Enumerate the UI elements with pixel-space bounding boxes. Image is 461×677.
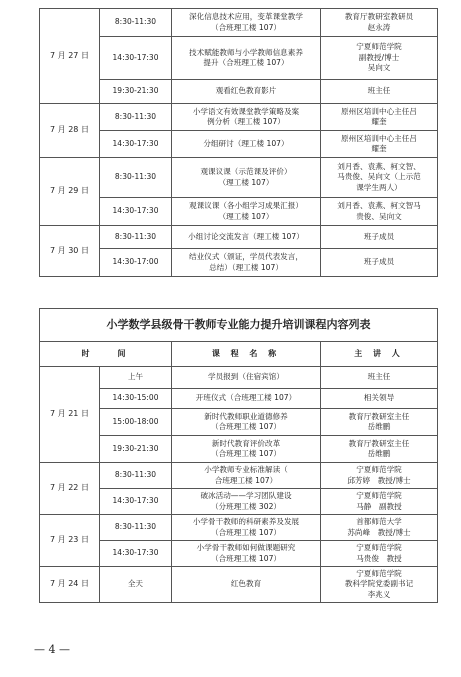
course-cell: 小学语文有效课堂教学策略及案 例分析（理工楼 107）	[172, 104, 321, 131]
table-row	[40, 389, 438, 409]
table-row	[40, 367, 438, 389]
course-cell: 观看红色教育影片	[172, 80, 321, 104]
speaker-cell: 原州区培训中心主任吕 耀奎	[321, 131, 438, 158]
course-cell: 小学骨干教师的科研素养及发展 （合班理工楼 107）	[172, 515, 321, 541]
table-row	[40, 9, 438, 37]
time-cell: 8:30-11:30	[100, 515, 172, 541]
schedule-table-top	[39, 8, 438, 277]
course-cell: 深化信息技术应用，变革课堂教学 （合班理工楼 107）	[172, 9, 321, 37]
speaker-cell: 刘月香、袁燕、柯文智、 马贵俊、吴向文（上示范 课学生两人）	[321, 158, 438, 198]
time-cell: 14:30-17:30	[100, 198, 172, 226]
time-cell: 8:30-11:30	[100, 9, 172, 37]
table-row	[40, 80, 438, 104]
time-cell: 14:30-15:00	[100, 389, 172, 409]
table-row	[40, 104, 438, 131]
date-cell: 7 月 30 日	[40, 226, 100, 277]
course-cell: 小组讨论交流发言（理工楼 107）	[172, 226, 321, 249]
time-cell: 19:30-21:30	[100, 436, 172, 463]
date-cell: 7 月 21 日	[40, 367, 100, 463]
table-title-row	[40, 309, 438, 342]
course-cell: 红色教育	[172, 567, 321, 603]
course-cell: 破冰活动——学习团队建设 （分班理工楼 302）	[172, 489, 321, 515]
table-row	[40, 198, 438, 226]
table-row	[40, 436, 438, 463]
course-cell: 技术赋能教师与小学教师信息素养 提升（合班理工楼 107）	[172, 37, 321, 80]
speaker-cell: 教育厅教研室主任 岳维鹏	[321, 436, 438, 463]
speaker-cell: 相关领导	[321, 389, 438, 409]
speaker-cell: 宁夏师范学院 副教授/博士 吴向文	[321, 37, 438, 80]
time-cell: 全天	[100, 567, 172, 603]
course-cell: 新时代教师职业道德修养 （合班理工楼 107）	[172, 409, 321, 436]
table-header-row	[40, 342, 438, 367]
course-cell: 开班仪式（合班理工楼 107）	[172, 389, 321, 409]
table-row	[40, 541, 438, 567]
speaker-cell: 宁夏师范学院 教科学院党委副书记 李兆义	[321, 567, 438, 603]
table-row	[40, 463, 438, 489]
speaker-cell: 教育厅教研室教研员 赵永涛	[321, 9, 438, 37]
course-cell: 结业仪式（颁证，学员代表发言， 总结）（理工楼 107）	[172, 249, 321, 277]
course-cell: 小学教师专业标准解读（ 合班理工楼 107）	[172, 463, 321, 489]
date-cell: 7 月 24 日	[40, 567, 100, 603]
table-row	[40, 226, 438, 249]
course-cell: 新时代教育评价改革 （合班理工楼 107）	[172, 436, 321, 463]
table-row	[40, 158, 438, 198]
time-cell: 14:30-17:30	[100, 489, 172, 515]
course-cell: 分组研讨（理工楼 107）	[172, 131, 321, 158]
table-row	[40, 489, 438, 515]
course-cell: 观课议课（示范课及评价） （理工楼 107）	[172, 158, 321, 198]
course-cell: 小学骨干教师如何做课题研究 （合班理工楼 107）	[172, 541, 321, 567]
table-row	[40, 409, 438, 436]
table-row	[40, 249, 438, 277]
time-cell: 8:30-11:30	[100, 104, 172, 131]
time-cell: 19:30-21:30	[100, 80, 172, 104]
date-cell: 7 月 28 日	[40, 104, 100, 158]
table-row	[40, 131, 438, 158]
time-cell: 15:00-18:00	[100, 409, 172, 436]
page-number: — 4 —	[34, 643, 70, 656]
speaker-cell: 宁夏师范学院 马静 副教授	[321, 489, 438, 515]
time-cell: 14:30-17:30	[100, 37, 172, 80]
time-cell: 上午	[100, 367, 172, 389]
time-cell: 14:30-17:00	[100, 249, 172, 277]
time-cell: 8:30-11:30	[100, 463, 172, 489]
table-row	[40, 515, 438, 541]
date-cell: 7 月 22 日	[40, 463, 100, 515]
speaker-cell: 教育厅教研室主任 岳维鹏	[321, 409, 438, 436]
speaker-cell: 班子成员	[321, 226, 438, 249]
course-cell: 学员报到（住宿宾馆）	[172, 367, 321, 389]
table-title: 小学数学县级骨干教师专业能力提升培训课程内容列表	[40, 309, 438, 342]
date-cell: 7 月 29 日	[40, 158, 100, 226]
speaker-cell: 班子成员	[321, 249, 438, 277]
course-cell: 观课议课（各小组学习成果汇报） （理工楼 107）	[172, 198, 321, 226]
header-speaker: 主 讲 人	[321, 342, 438, 367]
header-course: 课 程 名 称	[172, 342, 321, 367]
schedule-table-bottom	[39, 308, 438, 603]
time-cell: 8:30-11:30	[100, 226, 172, 249]
time-cell: 14:30-17:30	[100, 131, 172, 158]
table-row	[40, 567, 438, 603]
speaker-cell: 宁夏师范学院 马贵俊 教授	[321, 541, 438, 567]
speaker-cell: 班主任	[321, 80, 438, 104]
date-cell: 7 月 23 日	[40, 515, 100, 567]
time-cell: 8:30-11:30	[100, 158, 172, 198]
speaker-cell: 宁夏师范学院 邱芳婷 教授/博士	[321, 463, 438, 489]
table-row	[40, 37, 438, 80]
speaker-cell: 班主任	[321, 367, 438, 389]
speaker-cell: 原州区培训中心主任吕 耀奎	[321, 104, 438, 131]
date-cell: 7 月 27 日	[40, 9, 100, 104]
speaker-cell: 首都师范大学 苏尚峰 教授/博士	[321, 515, 438, 541]
header-time: 时 间	[40, 342, 172, 367]
speaker-cell: 刘月香、袁燕、柯文智马 贵俊、吴向文	[321, 198, 438, 226]
time-cell: 14:30-17:30	[100, 541, 172, 567]
